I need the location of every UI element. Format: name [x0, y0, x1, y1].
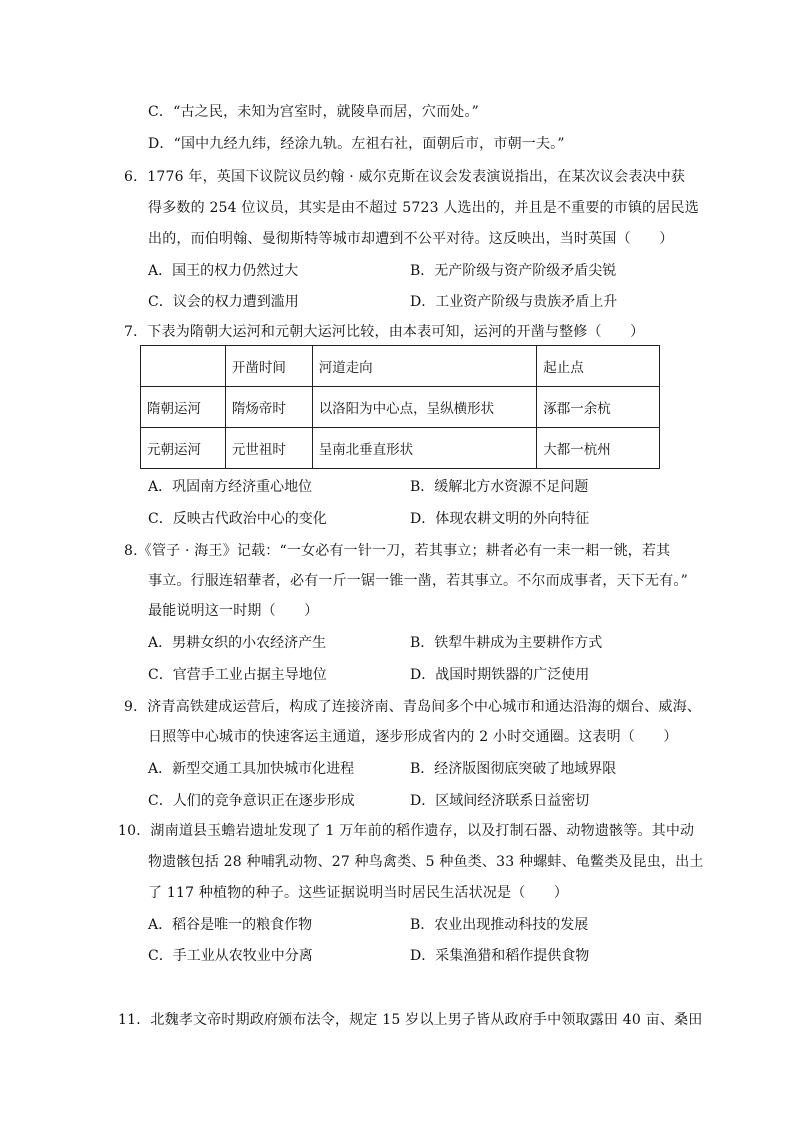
- q9-option-d: D．区域间经济联系日益密切: [410, 793, 590, 809]
- table-cell: 元朝运河: [141, 428, 226, 469]
- q9-option-b: B．经济版图彻底突破了地域界限: [410, 761, 617, 777]
- q5-option-c: C．“古之民，未知为宫室时，就陵阜而居，穴而处。”: [148, 104, 480, 120]
- table-header-cell: 起止点: [537, 346, 660, 387]
- q7-option-c: C．反映古代政治中心的变化: [148, 511, 327, 527]
- q8-option-b: B．铁犁牛耕成为主要耕作方式: [410, 635, 603, 651]
- q6-stem-line2: 得多数的 254 位议员，其实是由不超过 5723 人选出的，并且是不重要的市镇的居民选: [148, 200, 699, 216]
- table-cell: 大都一杭州: [537, 428, 660, 469]
- q9-stem-line2: 日照等中心城市的快速客运主通道，逐步形成省内的 2 小时交通圈。这表明（ ）: [148, 729, 678, 745]
- q10-option-b: B．农业出现推动科技的发展: [410, 917, 589, 933]
- q9-stem-line1: 9．济青高铁建成运营后，构成了连接济南、青岛间多个中心城市和通达沿海的烟台、威海、: [124, 699, 702, 715]
- table-cell: 隋炀帝时: [225, 387, 312, 428]
- table-cell: 呈南北垂直形状: [312, 428, 537, 469]
- table-cell: 以洛阳为中心点，呈纵横形状: [312, 387, 537, 428]
- q8-stem-line1: 8.《管子 · 海王》记载：“一女必有一针一刀，若其事立；耕者必有一耒一耜一铫，若其: [124, 543, 671, 559]
- q6-option-d: D．工业资产阶级与贵族矛盾上升: [410, 294, 618, 310]
- q7-option-d: D．体现农耕文明的外向特征: [410, 511, 590, 527]
- q10-stem-line3: 了 117 种植物的种子。这些证据说明当时居民生活状况是（ ）: [148, 885, 569, 901]
- table-row: [141, 428, 660, 469]
- q10-option-d: D．采集渔猎和稻作提供食物: [410, 948, 590, 964]
- q6-option-a: A．国王的权力仍然过大: [148, 263, 299, 279]
- q7-option-b: B．缓解北方水资源不足问题: [410, 479, 589, 495]
- table-cell: 元世祖时: [225, 428, 312, 469]
- q6-option-b: B．无产阶级与资产阶级矛盾尖锐: [410, 263, 617, 279]
- q8-stem-line2: 事立。行服连轺輂者，必有一斤一锯一锥一凿，若其事立。不尔而成事者，天下无有。”: [148, 573, 688, 589]
- q7-option-a: A．巩固南方经济重心地位: [148, 479, 313, 495]
- table-header-cell: 开凿时间: [225, 346, 312, 387]
- q5-option-d: D．“国中九经九纬，经涂九轨。左祖右社，面朝后市，市朝一夫。”: [148, 136, 565, 152]
- table-header-cell: [141, 346, 226, 387]
- q10-option-a: A．稻谷是唯一的粮食作物: [148, 917, 313, 933]
- table-row: [141, 387, 660, 428]
- q8-option-a: A．男耕女织的小农经济产生: [148, 635, 327, 651]
- table-header-row: [141, 346, 660, 387]
- q8-option-d: D．战国时期铁器的广泛使用: [410, 667, 590, 683]
- q6-stem-line3: 出的，而伯明翰、曼彻斯特等城市却遭到不公平对待。这反映出，当时英国（ ）: [148, 231, 674, 247]
- q10-stem-line1: 10．湖南道县玉蟾岩遗址发现了 1 万年前的稻作遗存，以及打制石器、动物遗骸等。其中动: [118, 823, 695, 839]
- q8-option-c: C．官营手工业占据主导地位: [148, 667, 327, 683]
- q6-stem-line1: 6．1776 年，英国下议院议员约翰 · 威尔克斯在议会发表演说指出，在某次议会表决中获: [124, 169, 686, 185]
- table-cell: 隋朝运河: [141, 387, 226, 428]
- q8-stem-line3: 最能说明这一时期（ ）: [148, 603, 319, 619]
- table-header-cell: 河道走向: [312, 346, 537, 387]
- q7-stem-line1: 7．下表为隋朝大运河和元朝大运河比较，由本表可知，运河的开凿与整修（ ）: [124, 324, 645, 340]
- q10-option-c: C．手工业从农牧业中分离: [148, 948, 313, 964]
- q9-option-a: A．新型交通工具加快城市化进程: [148, 761, 355, 777]
- q10-stem-line2: 物遗骸包括 28 种哺乳动物、27 种鸟禽类、5 种鱼类、33 种螺蚌、龟鳖类及昆虫，出土: [148, 854, 704, 870]
- table-cell: 涿郡一余杭: [537, 387, 660, 428]
- q9-option-c: C．人们的竞争意识正在逐步形成: [148, 793, 355, 809]
- comparison-table: [140, 345, 660, 469]
- q11-stem-line1: 11．北魏孝文帝时期政府颁布法令，规定 15 岁以上男子皆从政府手中领取露田 40 亩、桑田: [118, 1012, 703, 1028]
- q6-option-c: C．议会的权力遭到滥用: [148, 294, 299, 310]
